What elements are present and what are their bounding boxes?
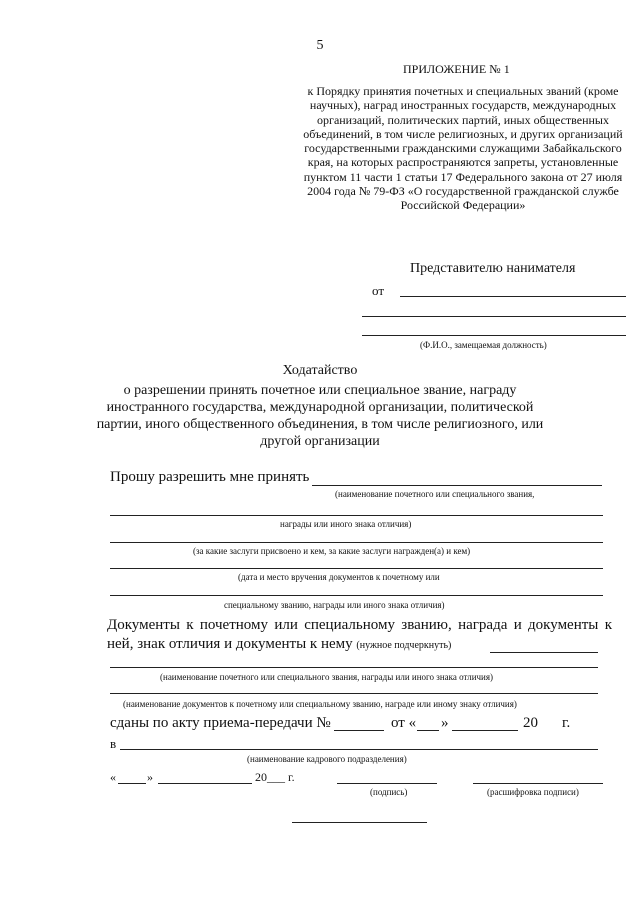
- appendix-title: ПРИЛОЖЕНИЕ № 1: [403, 62, 510, 76]
- act-date-close: »: [441, 715, 449, 731]
- caption-decoding: (расшифровка подписи): [487, 787, 579, 797]
- in-label: в: [110, 736, 117, 751]
- act-year-20: 20: [523, 715, 538, 731]
- special-line: [110, 595, 603, 596]
- docs-name-line: [110, 693, 598, 694]
- page-number: 5: [316, 38, 324, 53]
- recipient-heading: Представителю нанимателя: [410, 261, 576, 276]
- fio-caption: (Ф.И.О., замещаемая должность): [420, 340, 547, 350]
- merits-line: [110, 542, 603, 543]
- caption-name-award: (наименование почетного или специального звания, награды или иного знака отличия): [160, 672, 493, 682]
- date-place-line: [110, 568, 603, 569]
- appendix-intro: к Порядку принятия почетных и специальных званий (кроме научных), наград иностранных государств, международных организаций, политических партий, иных общественных объединений, в том числе религиозных, и других организаций государственными гражданскими служащими Забайкальского края, на которых распространяются запреты, установленные пунктом 11 части 1 статьи 17 Федерального закона от 27 июля 2004 года № 79-ФЗ «О государственной гражданской службе Российской Федерации»: [303, 84, 623, 213]
- underline-note: (нужное подчеркнуть): [356, 640, 452, 651]
- from-label: от: [372, 283, 385, 298]
- name-award-line: [110, 667, 598, 668]
- documents-paragraph: [107, 616, 612, 655]
- fio-line: [362, 335, 626, 336]
- caption-signature: (подпись): [370, 787, 408, 797]
- document-title: Ходатайство: [282, 363, 358, 378]
- from-line: [400, 296, 626, 297]
- sign-month-line: [158, 783, 252, 784]
- date-close-quote: »: [147, 770, 153, 784]
- request-label: Прошу разрешить мне принять: [110, 469, 310, 485]
- bottom-divider: [292, 822, 427, 823]
- act-month-line: [452, 730, 518, 731]
- sign-day-line: [118, 783, 146, 784]
- award-line: [110, 515, 603, 516]
- caption-special: специальному званию, награды или иного знака отличия): [224, 600, 445, 610]
- sign-year: 20___ г.: [255, 770, 295, 784]
- act-year-g: г.: [562, 715, 571, 731]
- act-number-line: [334, 730, 384, 731]
- documents-text: Документы к почетному или специальному званию, награда и документы к ней, знак отличия и документы к нему: [107, 617, 612, 652]
- date-open-quote: «: [110, 770, 116, 784]
- caption-docs-name: (наименование документов к почетному или специальному званию, награде или иному знаку отличия): [123, 699, 517, 709]
- act-day-line: [417, 730, 439, 731]
- handed-over-label: сданы по акту приема-передачи №: [110, 715, 331, 731]
- caption-hr: (наименование кадрового подразделения): [247, 754, 407, 764]
- decoding-line: [473, 783, 603, 784]
- caption-title-name: (наименование почетного или специального звания,: [335, 489, 535, 499]
- signature-line: [337, 783, 437, 784]
- act-date-open: от «: [391, 715, 417, 731]
- caption-date-place: (дата и место вручения документов к почетному или: [238, 572, 440, 582]
- request-line: [312, 485, 602, 486]
- caption-merits: (за какие заслуги присвоено и кем, за какие заслуги награжден(а) и кем): [193, 546, 471, 556]
- document-subtitle: о разрешении принять почетное или специальное звание, награду иностранного государства, международной организации, политической партии, иного общественного объединения, в том числе религиозного, или другой организации: [96, 383, 544, 449]
- from-line-2: [362, 316, 626, 317]
- caption-award-name: награды или иного знака отличия): [280, 519, 412, 529]
- documents-line: [490, 652, 598, 653]
- hr-line: [120, 749, 598, 750]
